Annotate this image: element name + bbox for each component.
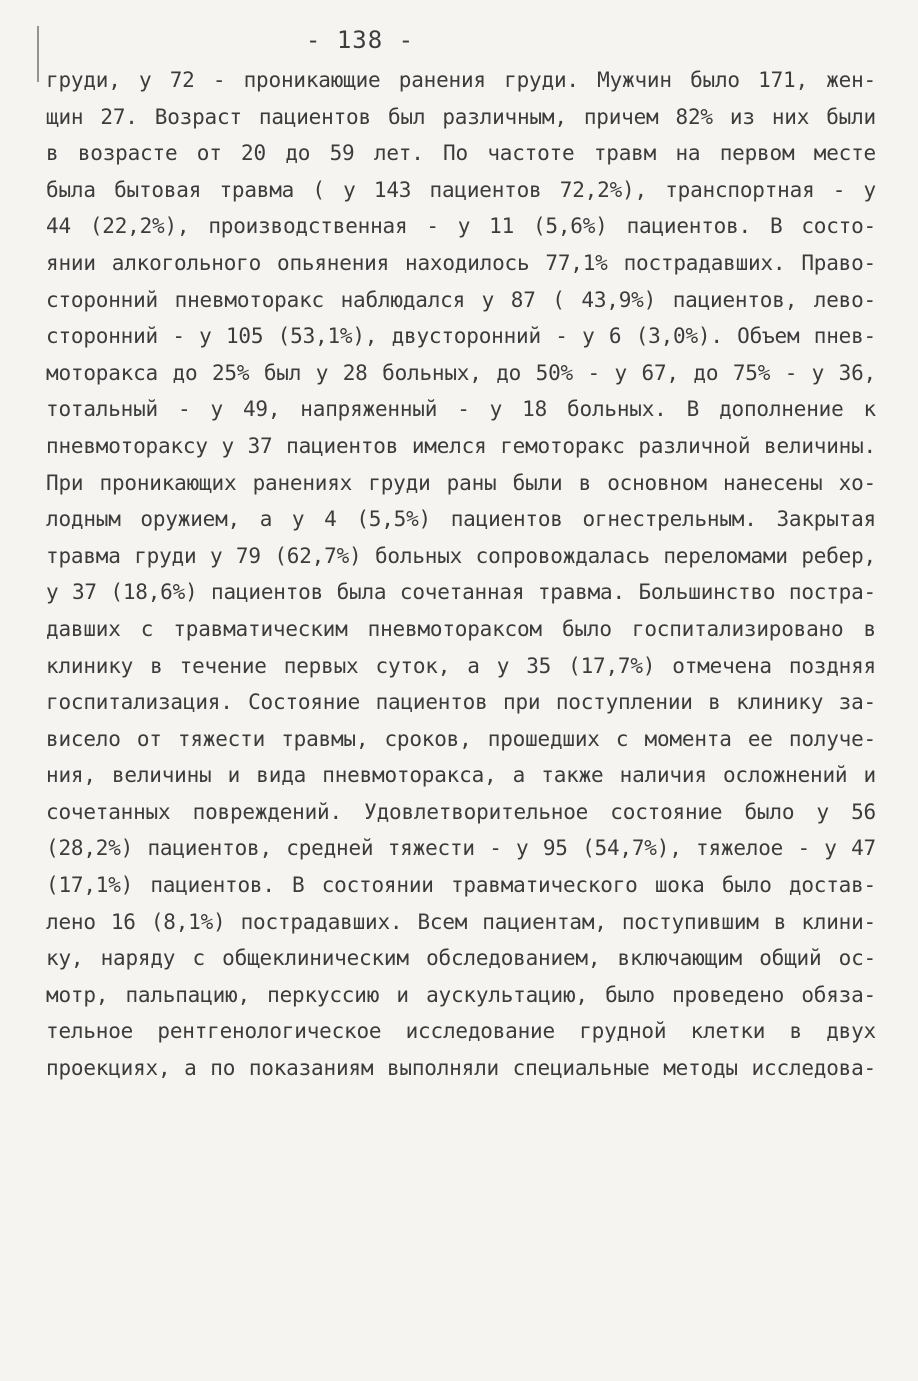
text-line: ку, наряду с общеклиническим обследованием, включающим общий ос- (46, 946, 876, 971)
text-line: сторонний - у 105 (53,1%), двусторонний - у 6 (3,0%). Объем пнев- (46, 324, 876, 349)
text-line: При проникающих ранениях груди раны были в основном нанесены хо- (46, 470, 876, 495)
text-line: 44 (22,2%), производственная - у 11 (5,6%) пациентов. В состо- (46, 214, 876, 239)
page-number: - 138 - (305, 26, 415, 54)
text-line: мотр, пальпацию, перкуссию и аускультацию, было проведено обяза- (46, 982, 876, 1007)
text-line: проекциях, а по показаниям выполняли специальные методы исследова- (46, 1056, 876, 1081)
text-line: (28,2%) пациентов, средней тяжести - у 95 (54,7%), тяжелое - у 47 (46, 836, 876, 861)
text-line: госпитализация. Состояние пациентов при поступлении в клинику за- (46, 690, 876, 715)
text-line: у 37 (18,6%) пациентов была сочетанная травма. Большинство постра- (46, 580, 876, 605)
text-line: давших с травматическим пневмотораксом было госпитализировано в (46, 616, 876, 641)
text-line: янии алкогольного опьянения находилось 77,1% пострадавших. Право- (46, 250, 876, 275)
text-line: сторонний пневмоторакс наблюдался у 87 ( 43,9%) пациентов, лево- (46, 287, 876, 312)
text-line: тотальный - у 49, напряженный - у 18 больных. В дополнение к (46, 397, 876, 422)
text-line: в возрасте от 20 до 59 лет. По частоте травм на первом месте (46, 141, 876, 166)
text-line: лено 16 (8,1%) пострадавших. Всем пациентам, поступившим в клини- (46, 909, 876, 934)
text-line: пневмотораксу у 37 пациентов имелся гемоторакс различной величины. (46, 433, 876, 458)
text-line: ния, величины и вида пневмоторакса, а также наличия осложнений и (46, 763, 876, 788)
text-line: висело от тяжести травмы, сроков, прошедших с момента ее получе- (46, 726, 876, 751)
text-line: лодным оружием, а у 4 (5,5%) пациентов огнестрельным. Закрытая (46, 507, 876, 532)
text-line: (17,1%) пациентов. В состоянии травматического шока было достав- (46, 873, 876, 898)
text-line: клинику в течение первых суток, а у 35 (17,7%) отмечена поздняя (46, 653, 876, 678)
text-line: была бытовая травма ( у 143 пациентов 72,2%), транспортная - у (46, 177, 876, 202)
text-line: моторакса до 25% был у 28 больных, до 50% - у 67, до 75% - у 36, (46, 360, 876, 385)
text-line: груди, у 72 - проникающие ранения груди. Мужчин было 171, жен- (46, 68, 876, 92)
text-line: щин 27. Возраст пациентов был различным, причем 82% из них были (46, 104, 876, 129)
text-line: сочетанных повреждений. Удовлетворительное состояние было у 56 (46, 799, 876, 824)
body-text (46, 62, 876, 1087)
margin-line (37, 26, 39, 82)
text-line: тельное рентгенологическое исследование грудной клетки в двух (46, 1019, 876, 1044)
text-line: травма груди у 79 (62,7%) больных сопровождалась переломами ребер, (46, 543, 876, 568)
